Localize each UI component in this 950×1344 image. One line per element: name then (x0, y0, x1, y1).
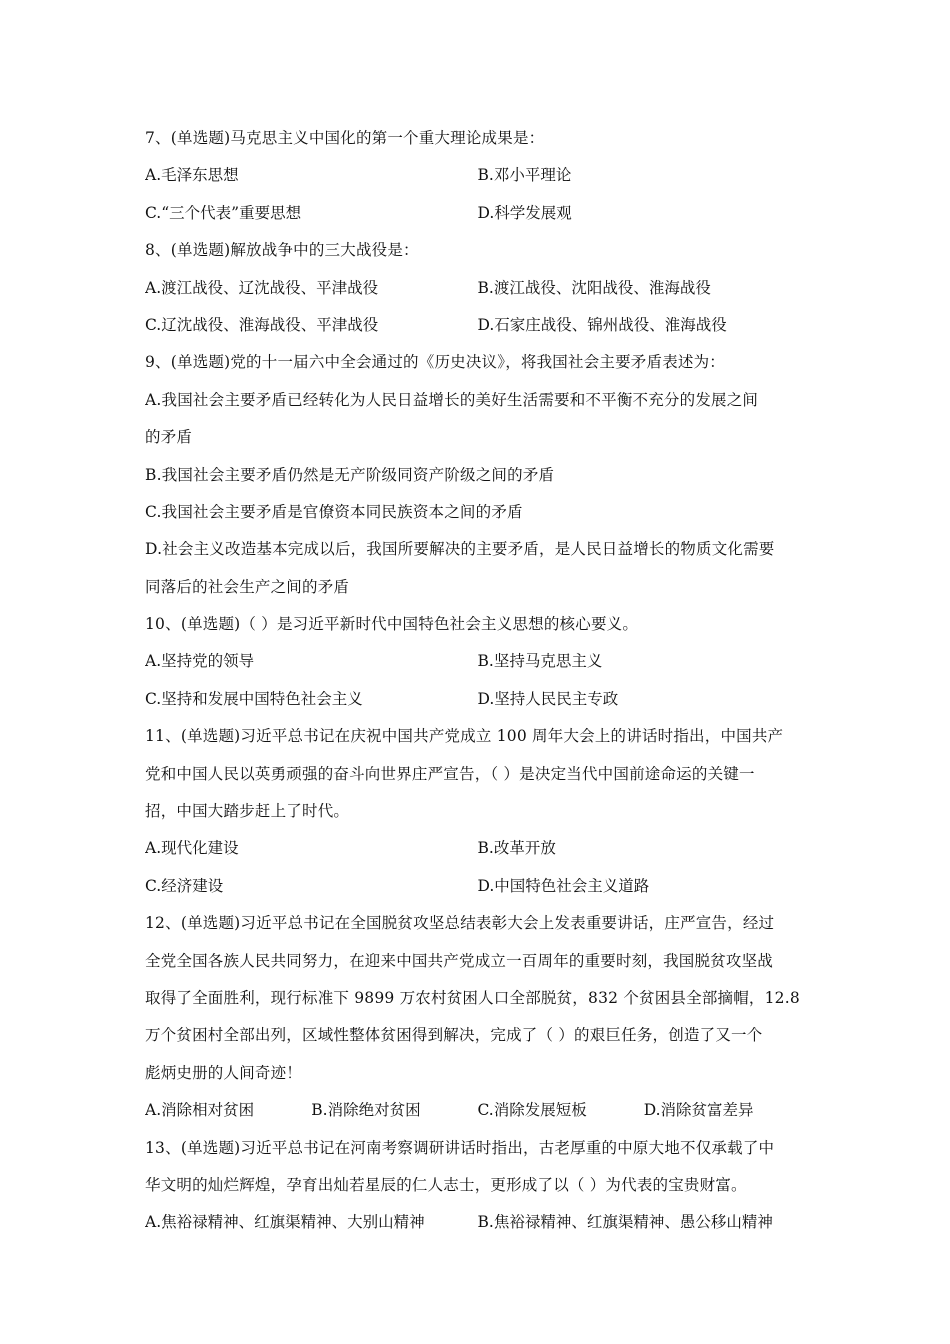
question-10-stem: 10、(单选题)（ ）是习近平新时代中国特色社会主义思想的核心要义。 (145, 615, 639, 634)
question-8-options-row-1 (145, 270, 810, 307)
question-10-option-a: A.坚持党的领导 (145, 652, 255, 671)
question-13-option-b: B.焦裕禄精神、红旗渠精神、愚公移山精神 (477, 1213, 773, 1232)
question-12-stem-line-4: 万个贫困村全部出列，区域性整体贫困得到解决，完成了（ ）的艰巨任务，创造了又一个 (145, 1026, 763, 1045)
question-11-stem-line-2: 党和中国人民以英勇顽强的奋斗向世界庄严宣告，（ ）是决定当代中国前途命运的关键一 (145, 764, 755, 783)
question-7-options-row-2 (145, 195, 810, 232)
question-11-options-row-1 (145, 830, 810, 867)
question-10-option-b: B.坚持马克思主义 (477, 652, 603, 671)
question-8-options-row-2 (145, 307, 810, 344)
question-9-option-a-cont: 的矛盾 (145, 428, 193, 447)
question-8-option-b: B.渡江战役、沈阳战役、淮海战役 (477, 278, 711, 297)
question-11-stem-line-1: 11、(单选题)习近平总书记在庆祝中国共产党成立 100 周年大会上的讲话时指出，中国共产 (145, 727, 784, 746)
question-11-option-b: B.改革开放 (477, 839, 556, 858)
question-13-options-row-1 (145, 1204, 810, 1241)
question-12-stem-line-2: 全党全国各族人民共同努力，在迎来中国共产党成立一百周年的重要时刻，我国脱贫攻坚战 (145, 951, 774, 970)
question-12-stem-line-1: 12、(单选题)习近平总书记在全国脱贫攻坚总结表彰大会上发表重要讲话，庄严宣告，经过 (145, 914, 775, 933)
question-11-stem-line-3: 招，中国大踏步赶上了时代。 (145, 802, 350, 821)
question-10-option-c: C.坚持和发展中国特色社会主义 (145, 689, 363, 708)
question-8-option-a: A.渡江战役、辽沈战役、平津战役 (145, 278, 379, 297)
question-12-stem-line-5: 彪炳史册的人间奇迹！ (145, 1063, 303, 1082)
question-13-stem-line-1: 13、(单选题)习近平总书记在河南考察调研讲话时指出，古老厚重的中原大地不仅承载了中 (145, 1138, 775, 1157)
question-12-stem-line-3: 取得了全面胜利，现行标准下 9899 万农村贫困人口全部脱贫，832 个贫困县全部摘帽，12.8 (145, 988, 800, 1007)
question-12-options-row (145, 1092, 810, 1129)
question-7-option-a: A.毛泽东思想 (145, 166, 239, 185)
question-10-options-row-1 (145, 643, 810, 680)
question-8-stem: 8、(单选题)解放战争中的三大战役是： (145, 241, 419, 260)
question-11-option-c: C.经济建设 (145, 876, 224, 895)
question-12-option-d: D.消除贫富差异 (643, 1101, 754, 1120)
question-13-option-a: A.焦裕禄精神、红旗渠精神、大别山精神 (145, 1213, 425, 1232)
question-9-option-b: B.我国社会主要矛盾仍然是无产阶级同资产阶级之间的矛盾 (145, 465, 555, 484)
question-list (145, 120, 810, 1242)
question-8-option-d: D.石家庄战役、锦州战役、淮海战役 (477, 315, 727, 334)
question-7-options-row-1 (145, 157, 810, 194)
question-8-option-c: C.辽沈战役、淮海战役、平津战役 (145, 315, 379, 334)
question-7-option-d: D.科学发展观 (477, 203, 572, 222)
question-9-stem: 9、(单选题)党的十一届六中全会通过的《历史决议》，将我国社会主要矛盾表述为： (145, 353, 726, 372)
question-10-option-d: D.坚持人民民主专政 (477, 689, 619, 708)
question-9-option-d: D.社会主义改造基本完成以后，我国所要解决的主要矛盾，是人民日益增长的物质文化需要 (145, 540, 775, 559)
question-9-option-a: A.我国社会主要矛盾已经转化为人民日益增长的美好生活需要和不平衡不充分的发展之间 (145, 390, 759, 409)
question-11-option-d: D.中国特色社会主义道路 (477, 876, 650, 895)
question-9-option-c: C.我国社会主要矛盾是官僚资本同民族资本之间的矛盾 (145, 502, 523, 521)
question-12-option-b: B.消除绝对贫困 (311, 1101, 421, 1120)
question-11-option-a: A.现代化建设 (145, 839, 239, 858)
question-13-stem-line-2: 华文明的灿烂辉煌，孕育出灿若星辰的仁人志士，更形成了以（ ）为代表的宝贵财富。 (145, 1175, 747, 1194)
question-11-options-row-2 (145, 868, 810, 905)
question-7-stem: 7、(单选题)马克思主义中国化的第一个重大理论成果是： (145, 129, 545, 147)
question-10-options-row-2 (145, 681, 810, 718)
question-7-option-b: B.邓小平理论 (477, 166, 572, 185)
question-12-option-c: C.消除发展短板 (477, 1101, 587, 1120)
question-9-option-d-cont: 同落后的社会生产之间的矛盾 (145, 577, 350, 596)
question-12-option-a: A.消除相对贫困 (145, 1101, 255, 1120)
question-7-option-c: C.“三个代表”重要思想 (145, 203, 302, 222)
